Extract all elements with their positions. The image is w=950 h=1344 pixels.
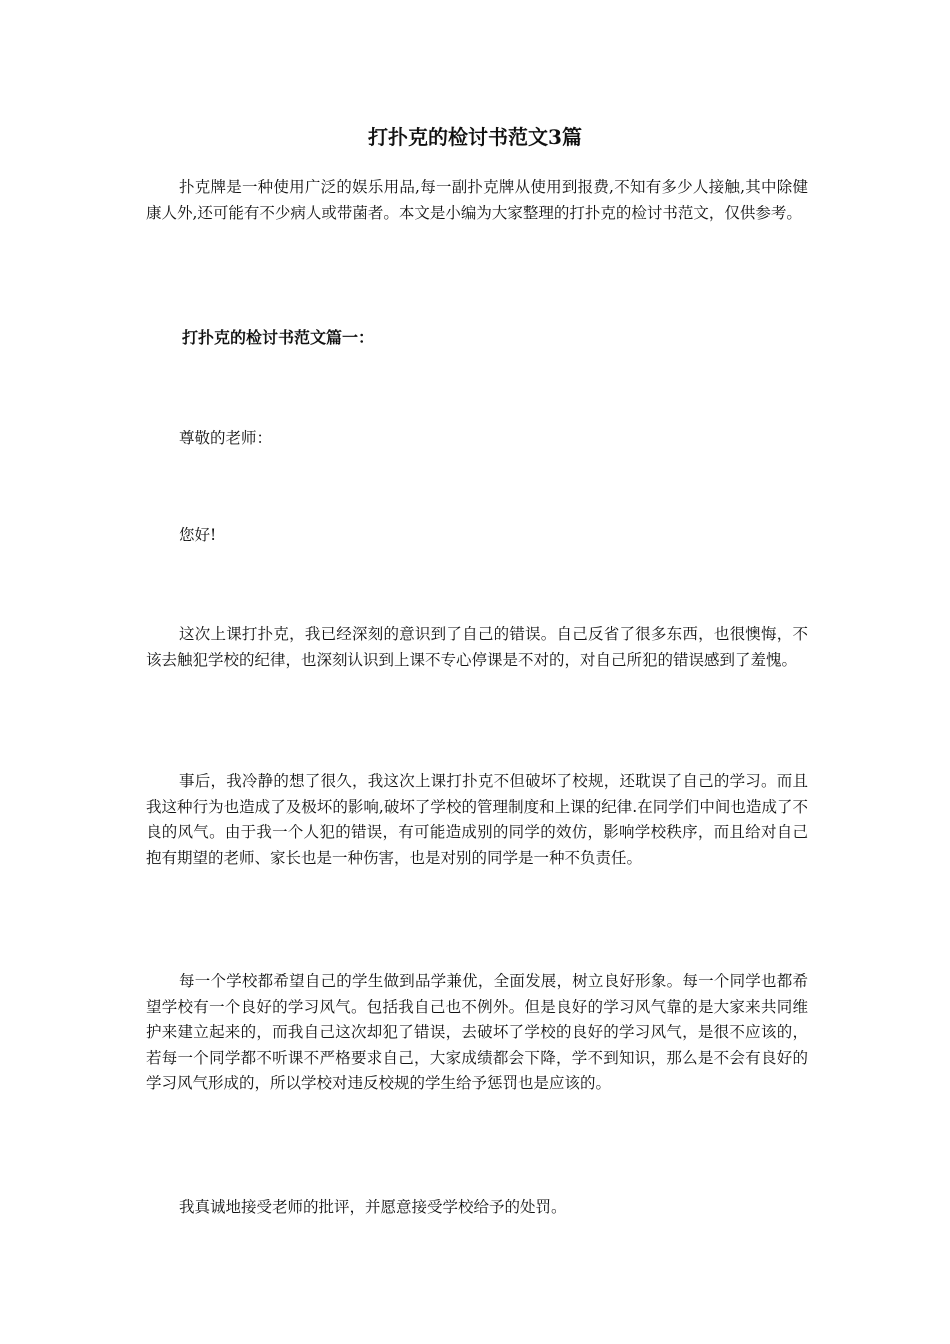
document-title: 打扑克的检讨书范文3篇 xyxy=(368,125,582,149)
body-paragraph-3: 每一个学校都希望自己的学生做到品学兼优，全面发展，树立良好形象。每一个同学也都希望学校有一个良好的学习风气。包括我自己也不例外。但是良好的学习风气靠的是大家来共同维护来建立起来的，而我自己这次却犯了错误，去破坏了学校的良好的学习风气，是很不应该的，若每一个同学都不听课不严格要求自己，大家成绩都会下降，学不到知识，那么是不会有良好的学习风气形成的，所以学校对违反校规的学生给予惩罚也是应该的。 xyxy=(146,972,808,1092)
intro-paragraph: 扑克牌是一种使用广泛的娱乐用品,每一副扑克牌从使用到报费,不知有多少人接触,其中除健康人外,还可能有不少病人或带菌者。本文是小编为大家整理的打扑克的检讨书范文，仅供参考。 xyxy=(146,178,808,222)
salutation: 尊敬的老师： xyxy=(179,429,273,447)
section-heading: 打扑克的检讨书范文篇一： xyxy=(182,328,375,347)
greeting: 您好! xyxy=(179,526,217,544)
body-paragraph-2: 事后，我冷静的想了很久，我这次上课打扑克不但破坏了校规，还耽误了自己的学习。而且我这种行为也造成了及极坏的影响,破坏了学校的管理制度和上课的纪律.在同学们中间也造成了不良的风气。由于我一个人犯的错误，有可能造成别的同学的效仿，影响学校秩序，而且给对自己抱有期望的老师、家长也是一种伤害，也是对别的同学是一种不负责任。 xyxy=(146,772,808,867)
body-paragraph-4: 我真诚地接受老师的批评，并愿意接受学校给予的处罚。 xyxy=(179,1198,567,1216)
body-paragraph-1: 这次上课打扑克，我已经深刻的意识到了自己的错误。自己反省了很多东西，也很懊悔，不该去触犯学校的纪律，也深刻认识到上课不专心停课是不对的，对自己所犯的错误感到了羞愧。 xyxy=(146,625,808,669)
